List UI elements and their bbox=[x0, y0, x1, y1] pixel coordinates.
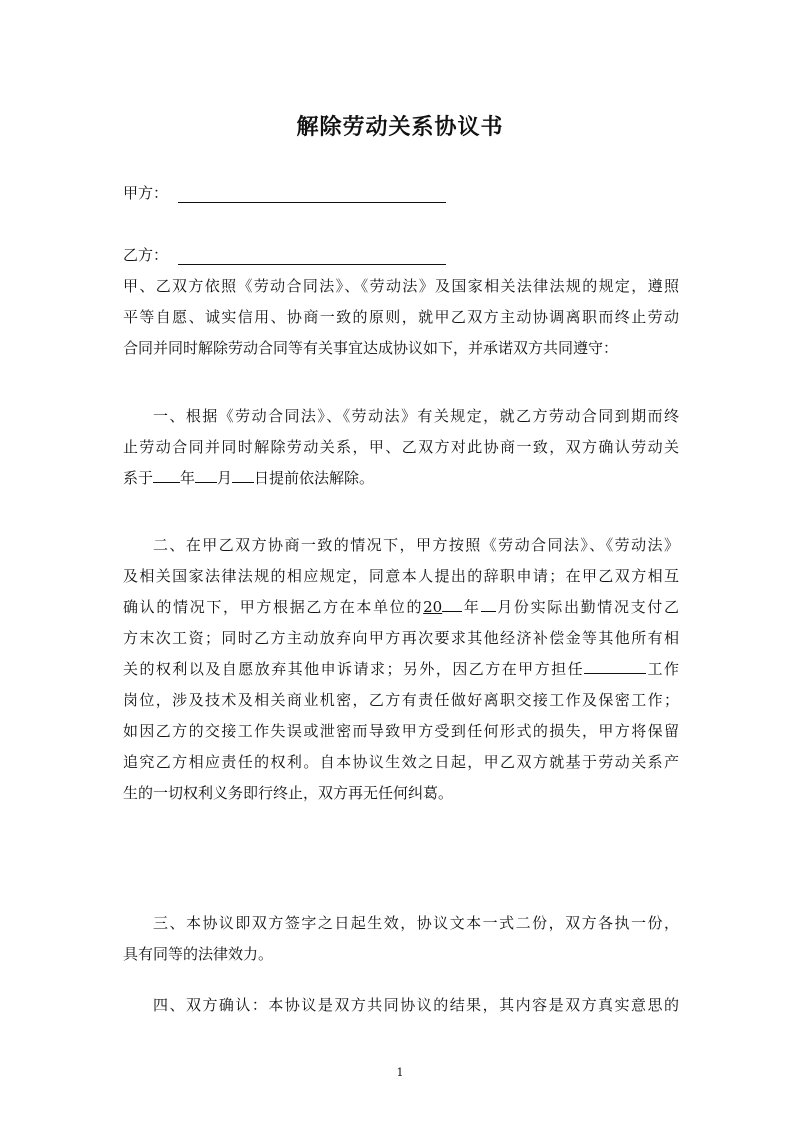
page-number: 1 bbox=[396, 1066, 404, 1079]
party-b-line bbox=[123, 244, 446, 265]
clause-2-line: 追究乙方相应责任的权利。自本协议生效之日起，甲乙双方就基于劳动关系产 bbox=[123, 753, 679, 771]
clause-1-date-prefix: 系于 bbox=[123, 469, 154, 487]
position-blank[interactable] bbox=[584, 658, 646, 674]
clause-2-line bbox=[123, 592, 679, 623]
clause-1-line: 一、根据《劳动合同法》、《劳动法》有关规定，就乙方劳动合同到期而终 bbox=[153, 407, 679, 425]
day-blank[interactable] bbox=[232, 467, 254, 483]
party-b-blank[interactable] bbox=[178, 248, 446, 265]
clause-2-line: 岗位，涉及技术及相关商业机密，乙方有责任做好离职交接工作及保密工作； bbox=[123, 691, 679, 709]
clause-2-year-label: 年 bbox=[462, 598, 481, 616]
clause-2-line5-suffix: 工作 bbox=[646, 660, 679, 678]
clause-3-line: 具有同等的法律效力。 bbox=[123, 945, 274, 963]
intro-line: 甲、乙双方依照《劳动合同法》、《劳动法》及国家相关法律法规的规定，遵照 bbox=[123, 277, 679, 295]
clause-1-line bbox=[123, 463, 679, 494]
clause-4 bbox=[123, 990, 679, 1021]
party-a-blank[interactable] bbox=[178, 186, 446, 203]
clause-2-line: 如因乙方的交接工作失误或泄密而导致甲方受到任何形式的损失，甲方将保留 bbox=[123, 722, 679, 740]
clause-2-line bbox=[123, 654, 679, 685]
clause-2-line: 生的一切权利义务即行终止，双方再无任何纠葛。 bbox=[123, 784, 454, 802]
party-a-line bbox=[123, 182, 446, 203]
party-b-label: 乙方： bbox=[123, 246, 169, 264]
document-title: 解除劳动关系协议书 bbox=[296, 115, 504, 140]
clause-2 bbox=[123, 530, 679, 809]
intro-line: 合同并同时解除劳动合同等有关事宜达成协议如下，并承诺双方共同遵守： bbox=[123, 339, 619, 357]
clause-2-line3-suffix: 月份实际出勤情况支付乙 bbox=[495, 598, 679, 616]
clause-1-line: 止劳动合同并同时解除劳动关系，甲、乙双方对此协商一致，双方确认劳动关 bbox=[123, 438, 679, 456]
clause-3-line: 三、本协议即双方签字之日起生效，协议文本一式二份，双方各执一份， bbox=[153, 914, 679, 932]
month-blank[interactable] bbox=[481, 596, 496, 612]
clause-2-line3-prefix: 确认的情况下，甲方根据乙方在本单位的 bbox=[123, 598, 424, 616]
clause-2-line: 及相关国家法律法规的相应规定，同意本人提出的辞职申请；在甲乙双方相互 bbox=[123, 567, 679, 585]
clause-1-month: 月 bbox=[217, 469, 233, 487]
clause-2-line: 方末次工资；同时乙方主动放弃向甲方再次要求其他经济补偿金等其他所有相 bbox=[123, 629, 679, 647]
year-blank[interactable] bbox=[153, 467, 180, 483]
month-blank[interactable] bbox=[195, 467, 217, 483]
clause-1 bbox=[123, 401, 679, 494]
intro-paragraph bbox=[123, 271, 679, 364]
clause-4-line: 四、双方确认：本协议是双方共同协议的结果，其内容是双方真实意思的 bbox=[153, 996, 679, 1014]
clause-3 bbox=[123, 908, 679, 970]
clause-1-date-suffix: 日提前依法解除。 bbox=[254, 469, 375, 487]
clause-2-line5-prefix: 关的权利以及自愿放弃其他申诉请求；另外，因乙方在甲方担任 bbox=[123, 660, 585, 678]
year-value: 20 bbox=[423, 598, 443, 616]
party-a-label: 甲方： bbox=[123, 184, 169, 202]
intro-line: 平等自愿、诚实信用、协商一致的原则，就甲乙双方主动协调离职而终止劳动 bbox=[123, 308, 679, 326]
clause-2-line: 二、在甲乙双方协商一致的情况下，甲方按照《劳动合同法》、《劳动法》 bbox=[153, 536, 679, 554]
year-blank[interactable] bbox=[442, 596, 462, 612]
clause-1-year: 年 bbox=[180, 469, 196, 487]
